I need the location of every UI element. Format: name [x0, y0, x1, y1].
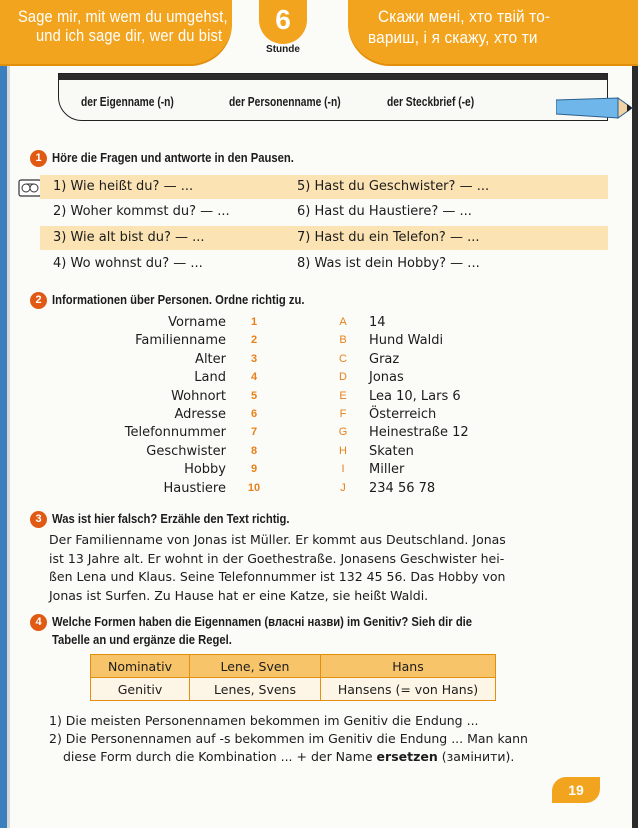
table-row [91, 655, 496, 678]
lesson-label: Stunde [266, 44, 300, 55]
exercise-3-text [49, 531, 549, 605]
page-number: 19 [552, 777, 600, 803]
info-answer-value: Heinestraße 12 [369, 425, 469, 441]
info-field-number: 9 [250, 463, 258, 476]
exercise-3-number: 3 [30, 511, 47, 528]
info-field-number: 6 [250, 408, 258, 420]
rule-line-3 [63, 749, 514, 764]
table-cell: Lene, Sven [190, 655, 321, 678]
info-field-number: 8 [250, 444, 258, 457]
info-field-number: 2 [250, 334, 258, 347]
info-answer-letter: H [339, 444, 347, 457]
info-answer-letter: I [341, 463, 345, 476]
info-field-label: Adresse [174, 407, 226, 422]
info-field-number: 5 [250, 389, 258, 402]
table-cell: Hans [321, 655, 496, 678]
vocabulary-strip [58, 73, 608, 121]
info-answer-value: 234 56 78 [369, 480, 436, 496]
vocab-item: der Personenname (-n) [229, 95, 341, 109]
question-item: 2) Woher kommst du? — ... [53, 204, 230, 219]
info-answer-letter: C [339, 352, 347, 365]
page-edge-shadow [7, 0, 10, 828]
exercise-4-number: 4 [30, 614, 47, 631]
info-answer-value: 14 [369, 315, 386, 330]
question-item: 5) Hast du Geschwister? — ... [297, 179, 490, 194]
rule-text: diese Form durch die Kombination ... + der Name [63, 749, 377, 764]
table-cell: Nominativ [91, 655, 190, 678]
info-field-number: 10 [247, 481, 261, 494]
proverb-german-line2: und ich sage dir, wer du bist [36, 26, 223, 45]
text-line: Jonas ist Surfen. Zu Hause hat er eine Katze, sie heißt Waldi. [49, 587, 429, 603]
lesson-number-badge: 6 [259, 0, 307, 44]
info-answer-value: Österreich [369, 407, 437, 422]
rule-line-1: 1) Die meisten Personennamen bekommen im Genitiv die Endung ... [49, 713, 479, 728]
strip-top-border [59, 74, 607, 80]
question-item: 3) Wie alt bist du? — ... [53, 230, 205, 245]
proverb-german-line1: Sage mir, mit wem du umgehst, [18, 7, 228, 26]
proverb-banner-german [0, 0, 232, 64]
rule-line-2: 2) Die Personennamen auf -s bekommen im Genitiv die Endung ... Man kann [49, 731, 528, 746]
info-field-label: Land [194, 370, 226, 386]
pencil-icon [556, 90, 638, 130]
text-line: ßen Lena und Klaus. Seine Telefonnummer ist 132 45 56. Das Hobby von [49, 569, 506, 584]
info-answer-value: Graz [369, 351, 400, 367]
exercise-1-number: 1 [30, 150, 47, 167]
question-item: 7) Hast du ein Telefon? — ... [297, 230, 480, 245]
rule-text: (замінити). [437, 749, 515, 764]
info-answer-value: Skaten [369, 443, 414, 459]
exercise-2-number: 2 [30, 292, 47, 309]
exercise-2-title: Informationen über Personen. Ordne richtig zu. [52, 293, 305, 307]
genitive-table [90, 654, 496, 701]
info-field-number: 3 [250, 352, 258, 365]
question-item: 6) Hast du Haustiere? — ... [297, 204, 472, 219]
info-answer-value: Jonas [369, 370, 404, 386]
table-cell: Genitiv [91, 678, 190, 701]
table-cell: Lenes, Svens [190, 678, 321, 701]
page-edge-left [0, 0, 7, 828]
info-field-number: 1 [250, 316, 258, 328]
info-field-label: Geschwister [146, 443, 226, 459]
info-field-label: Alter [195, 351, 226, 367]
info-field-label: Telefonnummer [124, 425, 226, 441]
table-cell: Hansens (= von Hans) [321, 678, 496, 701]
info-field-label: Wohnort [171, 388, 226, 404]
audio-cd-icon [18, 178, 42, 198]
info-answer-letter: G [338, 426, 348, 439]
info-answer-value: Hund Waldi [369, 333, 444, 349]
info-answer-letter: J [340, 481, 346, 494]
rule-keyword: ersetzen [376, 749, 438, 764]
info-answer-letter: B [339, 334, 347, 347]
question-item: 1) Wie heißt du? — ... [53, 179, 194, 194]
info-answer-letter: A [339, 316, 347, 328]
vocab-item: der Eigenname (-n) [81, 95, 174, 109]
exercise-3-title: Was ist hier falsch? Erzähle den Text richtig. [52, 512, 290, 526]
info-answer-value: Lea 10, Lars 6 [369, 388, 461, 404]
table-row [91, 678, 496, 701]
exercise-4-title-line2: Tabelle an und ergänze die Regel. [52, 633, 232, 647]
proverb-ukrainian-line1: Скажи мені, хто твій то- [378, 7, 551, 26]
vocab-item: der Steckbrief (-e) [387, 95, 475, 109]
proverb-ukrainian-line2: вариш, і я скажу, хто ти [368, 28, 538, 47]
info-answer-letter: D [339, 371, 347, 384]
question-item: 4) Wo wohnst du? — ... [53, 256, 203, 271]
text-line: ist 13 Jahre alt. Er wohnt in der Goethestraße. Jonasens Geschwister hei- [49, 550, 505, 566]
info-answer-letter: F [339, 408, 347, 420]
info-field-number: 4 [250, 371, 258, 384]
info-field-label: Vorname [168, 315, 226, 330]
info-answer-value: Miller [369, 462, 405, 478]
info-answer-letter: E [339, 389, 347, 402]
info-field-number: 7 [250, 426, 258, 439]
text-line: Der Familienname von Jonas ist Müller. Er kommt aus Deutschland. Jonas [49, 532, 506, 547]
exercise-1-title: Höre die Fragen und antworte in den Pausen. [52, 151, 294, 165]
exercise-4-title-line1: Welche Formen haben die Eigennamen (власні назви) im Genitiv? Sieh dir die [52, 615, 473, 629]
info-field-label: Hobby [184, 462, 226, 478]
proverb-banner-ukrainian [348, 0, 638, 64]
question-item: 8) Was ist dein Hobby? — ... [297, 256, 480, 271]
info-field-label: Haustiere [163, 480, 226, 496]
info-field-label: Familienname [135, 333, 226, 349]
